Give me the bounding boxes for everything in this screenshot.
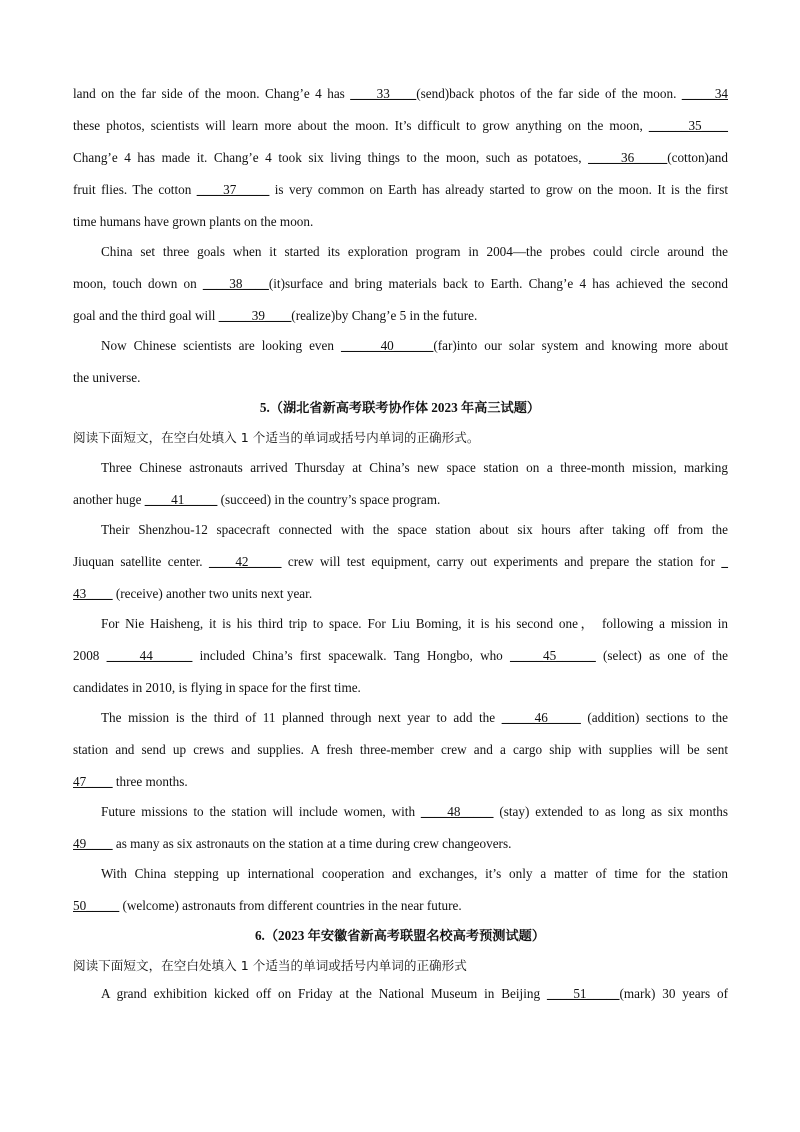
text-line-p1-l1	[73, 85, 728, 103]
text-segment: goal and the third goal will	[73, 308, 219, 323]
text-line-p1-l4	[73, 181, 728, 199]
text-segment: (select) as one of the	[595, 648, 728, 663]
text-segment: is very common on Earth has already started to grow on the moon. It is the first	[269, 182, 728, 197]
answer-blank: 50_____	[73, 898, 120, 913]
text-segment: 阅读下面短文，在空白处填入 1 个适当的单词或括号内单词的正确形式	[73, 958, 467, 973]
text-segment: included China’s first spacewalk. Tang Hongbo, who	[192, 648, 511, 663]
text-segment: 6.（2023 年安徽省新高考联盟名校高考预测试题）	[254, 928, 546, 943]
text-line-q5-p2-l1	[101, 521, 728, 539]
text-line-q5-p4-l3	[73, 773, 728, 791]
answer-blank: _	[721, 554, 728, 569]
answer-blank: 49____	[73, 836, 113, 851]
text-segment: Jiuquan satellite center.	[73, 554, 209, 569]
text-line-p1-l3	[73, 149, 728, 167]
text-segment: (far)into our solar system and knowing more about	[433, 338, 728, 353]
text-segment: station and send up crews and supplies. A fresh three-member crew and a cargo ship with supplies will be sent	[73, 742, 728, 757]
answer-blank: 43____	[73, 586, 113, 601]
text-segment: A grand exhibition kicked off on Friday at the National Museum in Beijing	[101, 986, 547, 1001]
text-segment: With China stepping up international cooperation and exchanges, it’s only a matter of time for the station	[101, 866, 728, 881]
text-segment: the universe.	[73, 370, 141, 385]
answer-blank: _____36_____	[588, 150, 668, 165]
text-segment: (stay) extended to as long as six months	[493, 804, 728, 819]
text-line-q5-p2-l2	[73, 553, 728, 571]
text-segment: Three Chinese astronauts arrived Thursday at China’s new space station on a three-month mission, marking	[101, 460, 728, 475]
text-segment: moon, touch down on	[73, 276, 203, 291]
text-line-q5-p6-l1	[101, 865, 728, 883]
text-segment: (send)back photos of the far side of the moon.	[416, 86, 682, 101]
text-segment: Their Shenzhou-12 spacecraft connected with the space station about six hours after taking off from the	[101, 522, 728, 537]
text-line-q5-p3-l2	[73, 647, 728, 665]
text-segment: China set three goals when it started its exploration program in 2004—the probes could circle around the	[101, 244, 728, 259]
answer-blank: 47____	[73, 774, 113, 789]
answer-blank: ____48_____	[420, 804, 494, 819]
answer-blank: ______35____	[648, 118, 728, 133]
text-line-h5	[0, 399, 800, 417]
answer-blank: ____33____	[350, 86, 417, 101]
answer-blank: _____39____	[218, 308, 292, 323]
text-line-q5-p4-l2	[73, 741, 728, 759]
text-segment: (receive) another two units next year.	[112, 586, 313, 601]
text-segment: land on the far side of the moon. Chang’e 4 has	[73, 86, 351, 101]
text-segment: time humans have grown plants on the moon.	[73, 214, 314, 229]
text-segment: three months.	[112, 774, 188, 789]
text-segment: as many as six astronauts on the station at a time during crew changeovers.	[112, 836, 512, 851]
answer-blank: ____41_____	[144, 492, 218, 507]
text-line-p2-l2	[73, 275, 728, 293]
text-segment: The mission is the third of 11 planned through next year to add the	[101, 710, 502, 725]
text-segment: (mark) 30 years of	[619, 986, 728, 1001]
text-segment: fruit flies. The cotton	[73, 182, 197, 197]
text-line-p2-l3	[73, 307, 728, 325]
text-segment: (cotton)and	[667, 150, 728, 165]
text-segment: Now Chinese scientists are looking even	[101, 338, 342, 353]
text-line-ins5	[73, 429, 728, 447]
answer-blank: _____46_____	[501, 710, 581, 725]
text-line-p1-l2	[73, 117, 728, 135]
answer-blank: _____34	[681, 86, 728, 101]
text-segment: (welcome) astronauts from different countries in the near future.	[119, 898, 462, 913]
text-line-p3-l2	[73, 369, 728, 387]
text-line-q6-p1-l1	[101, 985, 728, 1003]
text-segment: Future missions to the station will include women, with	[101, 804, 421, 819]
text-line-q5-p3-l1	[101, 615, 728, 633]
text-segment: (succeed) in the country’s space program.	[217, 492, 441, 507]
text-segment: 5.（湖北省新高考联考协作体 2023 年高三试题）	[259, 400, 541, 415]
text-line-q5-p5-l2	[73, 835, 728, 853]
answer-blank: ____38____	[202, 276, 269, 291]
text-line-h6	[0, 927, 800, 945]
answer-blank: ______40______	[341, 338, 434, 353]
text-segment: 2008	[73, 648, 107, 663]
text-line-ins6	[73, 957, 728, 975]
text-line-q5-p1-l1	[101, 459, 728, 477]
text-line-q5-p3-l3	[73, 679, 728, 697]
text-line-q5-p2-l3	[73, 585, 728, 603]
text-line-q5-p5-l1	[101, 803, 728, 821]
text-segment: crew will test equipment, carry out experiments and prepare the station for	[281, 554, 722, 569]
text-segment: 阅读下面短文，在空白处填入 1 个适当的单词或括号内单词的正确形式。	[73, 430, 480, 445]
text-segment: (realize)by Chang’e 5 in the future.	[291, 308, 478, 323]
text-line-q5-p6-l2	[73, 897, 728, 915]
text-segment: (addition) sections to the	[580, 710, 728, 725]
text-segment: another huge	[73, 492, 145, 507]
text-segment: For Nie Haisheng, it is his third trip to space. For Liu Boming, it is his second one， following a mission in	[101, 616, 728, 631]
text-line-q5-p4-l1	[101, 709, 728, 727]
text-segment: Chang’e 4 has made it. Chang’e 4 took six living things to the moon, such as potatoes,	[73, 150, 589, 165]
answer-blank: ____37_____	[196, 182, 270, 197]
answer-blank: _____45______	[510, 648, 596, 663]
text-line-p1-l5	[73, 213, 728, 231]
answer-blank: ____42_____	[208, 554, 282, 569]
text-line-p3-l1	[101, 337, 728, 355]
text-segment: candidates in 2010, is flying in space for the first time.	[73, 680, 361, 695]
text-segment: (it)surface and bring materials back to Earth. Chang’e 4 has achieved the second	[268, 276, 728, 291]
text-line-q5-p1-l2	[73, 491, 728, 509]
answer-blank: _____44______	[106, 648, 193, 663]
answer-blank: ____51_____	[546, 986, 620, 1001]
text-segment: these photos, scientists will learn more about the moon. It’s difficult to grow anything on the moon,	[73, 118, 649, 133]
text-line-p2-l1	[101, 243, 728, 261]
